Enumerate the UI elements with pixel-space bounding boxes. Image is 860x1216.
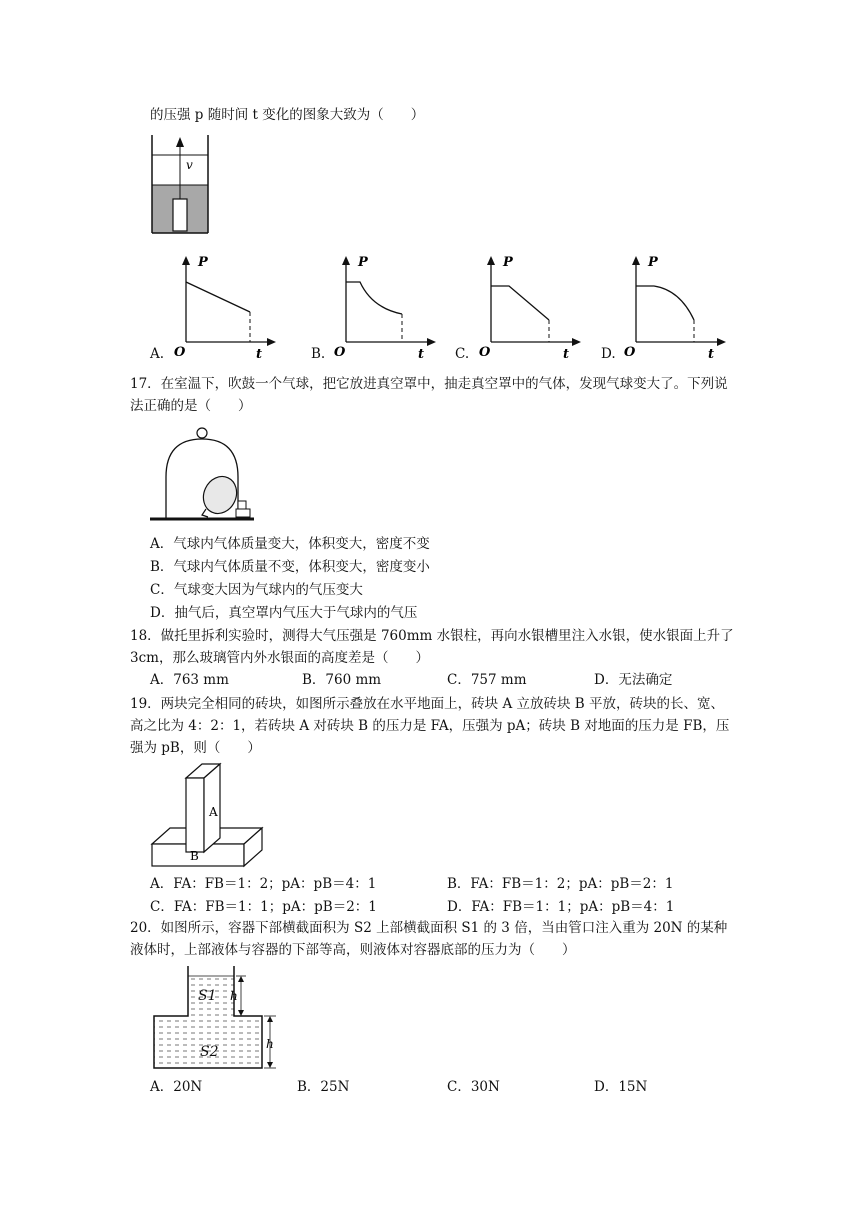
q18-option-d: D．无法确定	[594, 672, 673, 688]
q17-option-b: B．气球内气体质量不变，体积变大，密度变小	[150, 559, 430, 575]
q19-option-d: D．FA：FB＝1：1；pA：pB＝4：1	[447, 899, 675, 915]
origin-label: O	[174, 345, 186, 360]
q17-option-c: C．气球变大因为气球内的气压变大	[150, 582, 363, 598]
q16-graph-b	[330, 252, 440, 360]
q19-option-a: A．FA：FB＝1：2；pA：pB＝4：1	[150, 876, 377, 892]
p-axis-label: P	[648, 255, 658, 270]
brick-a-label: A	[209, 805, 218, 819]
q18-option-c: C．757 mm	[447, 672, 527, 688]
q19-stem: 19．两块完全相同的砖块，如图所示叠放在水平地面上，砖块 A 立放砖块 B 平放，砖块的长、宽、高之比为 4：2：1，若砖块 A 对砖块 B 的压力是 FA，压强为 pA；砖块 B 对地面的压力是 FB，压强为 pB，则（ ）	[130, 696, 730, 756]
origin-label: O	[479, 345, 491, 360]
q20-option-b: B．25N	[297, 1079, 350, 1095]
q18-option-a: A．763 mm	[150, 672, 229, 688]
q17-option-a: A．气球内气体质量变大，体积变大，密度不变	[150, 536, 430, 552]
q16-option-b-label: B.	[311, 346, 326, 362]
q16-container-figure	[150, 135, 210, 237]
q20-option-d: D．15N	[594, 1079, 648, 1095]
t-axis-label: t	[563, 347, 570, 362]
q19-option-b: B．FA：FB＝1：2；pA：pB＝2：1	[447, 876, 674, 892]
t-axis-label: t	[256, 347, 263, 362]
brick-b-label: B	[190, 849, 199, 863]
velocity-label: v	[186, 158, 193, 172]
p-axis-label: P	[198, 255, 208, 270]
p-axis-label: P	[358, 255, 368, 270]
h-label-upper: h	[230, 989, 238, 1003]
q16-graph-c	[475, 252, 585, 360]
q16-option-a-label: A.	[150, 346, 165, 362]
q16-option-d-label: D.	[601, 346, 616, 362]
origin-label: O	[624, 345, 636, 360]
q16-stem-tail: 的压强 p 随时间 t 变化的图象大致为（ ）	[150, 107, 425, 123]
q20-stem: 20．如图所示，容器下部横截面积为 S2 上部横截面积 S1 的 3 倍，当由管口注入重为 20N 的某种液体时，上部液体与容器的下部等高，则液体对容器底部的压力为（ ）	[130, 920, 728, 958]
q16-graph-a	[170, 252, 280, 360]
q17-stem: 17．在室温下，吹鼓一个气球，把它放进真空罩中，抽走真空罩中的气体，发现气球变大了。下列说法正确的是（ ）	[130, 376, 728, 414]
q19-option-c: C．FA：FB＝1：1；pA：pB＝2：1	[150, 899, 377, 915]
s2-label: S2	[200, 1044, 219, 1060]
h-label-lower: h	[266, 1037, 274, 1051]
t-axis-label: t	[708, 347, 715, 362]
q20-option-c: C．30N	[447, 1079, 500, 1095]
q18-stem: 18．做托里拆利实验时，测得大气压强是 760mm 水银柱，再向水银槽里注入水银，使水银面上升了 3cm，那么玻璃管内外水银面的高度差是（ ）	[130, 628, 734, 666]
q16-graph-d	[620, 252, 730, 360]
s1-label: S1	[198, 988, 217, 1004]
q18-option-b: B．760 mm	[302, 672, 382, 688]
q17-option-d: D．抽气后，真空罩内气压大于气球内的气压	[150, 605, 418, 621]
q16-option-c-label: C.	[455, 346, 470, 362]
t-axis-label: t	[418, 347, 425, 362]
q17-vacuum-bell-figure	[150, 425, 260, 525]
p-axis-label: P	[503, 255, 513, 270]
origin-label: O	[334, 345, 346, 360]
q20-container-figure	[150, 964, 290, 1074]
q19-bricks-figure	[150, 760, 270, 870]
q20-option-a: A．20N	[150, 1079, 203, 1095]
